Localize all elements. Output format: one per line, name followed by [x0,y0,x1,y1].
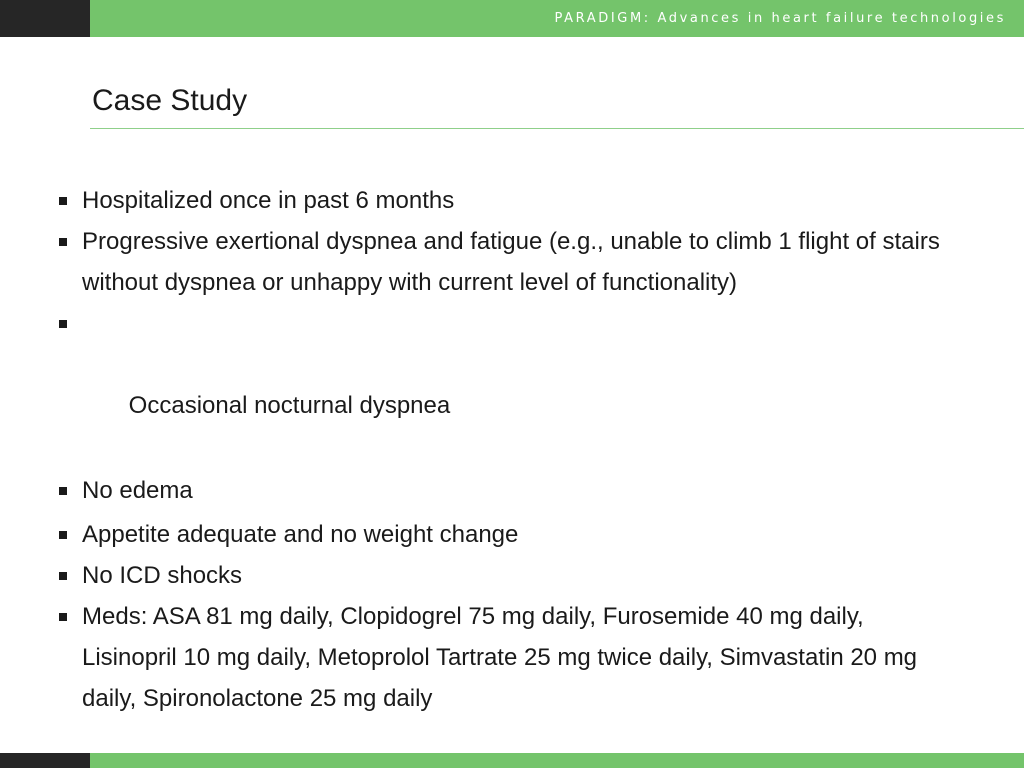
square-bullet-icon [59,613,67,621]
square-bullet-icon [59,320,67,328]
footer-dark-block [0,753,90,768]
bullet-item [56,303,956,467]
square-bullet-icon [59,238,67,246]
bullet-item [56,514,956,555]
header-dark-block [0,0,90,37]
bullet-text: No ICD shocks [82,562,243,589]
square-bullet-icon [59,572,67,580]
header-banner-text: PARADIGM: Advances in heart failure technologies [554,11,1006,26]
bullet-list [56,180,956,719]
square-bullet-icon [59,197,67,205]
square-bullet-icon [59,531,67,539]
bullet-item [56,221,956,303]
bullet-item [56,470,956,511]
header-banner [0,0,1024,37]
bullet-text: Hospitalized once in past 6 months [82,187,455,214]
bullet-text: Appetite adequate and no weight change [82,521,519,548]
bullet-item [56,555,956,596]
bullet-item [56,596,956,719]
bullet-text: Meds: ASA 81 mg daily, Clopidogrel 75 mg daily, Furosemide 40 mg daily, Lisinopril 10 mg daily, Metoprolol Tartrate 25 mg twice daily, Simvastatin 20 mg daily, Spironolactone 25 mg daily [82,603,918,712]
slide-title: Case Study [92,84,248,117]
footer-banner [0,753,1024,768]
bullet-text: Progressive exertional dyspnea and fatigue (e.g., unable to climb 1 flight of stairs without dyspnea or unhappy with current level of functionality) [82,228,940,296]
bullet-item [56,180,956,221]
bullet-text: Occasional nocturnal dyspnea [122,392,451,419]
square-bullet-icon [59,487,67,495]
bullet-text: No edema [82,477,193,504]
title-divider [90,128,1024,129]
